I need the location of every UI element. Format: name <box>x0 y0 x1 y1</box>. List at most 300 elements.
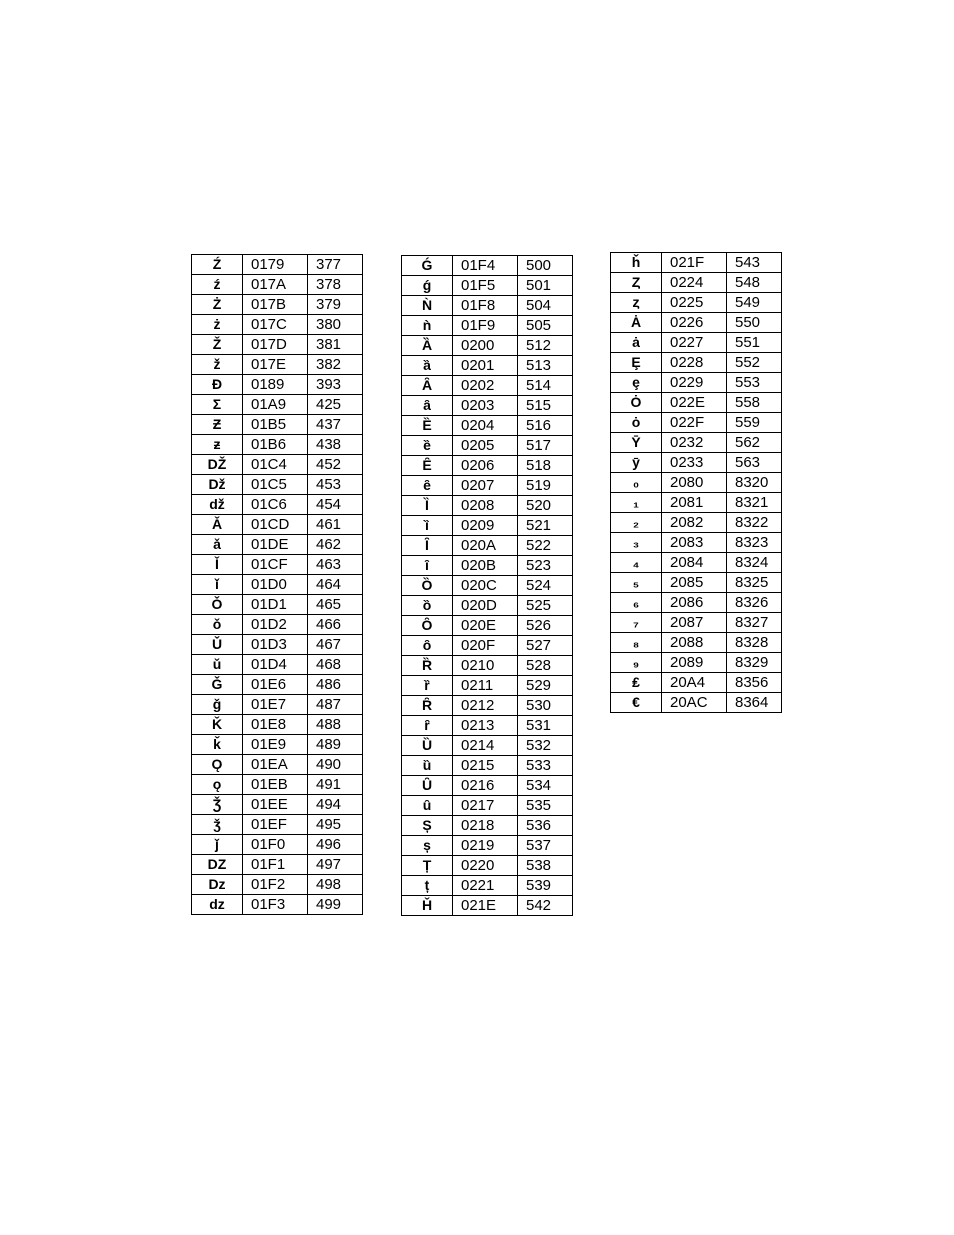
glyph-cell: Ž <box>192 335 243 355</box>
hex-code-cell: 01D1 <box>243 595 308 615</box>
table-row <box>192 295 363 315</box>
glyph-cell: Ȓ <box>402 696 453 716</box>
glyph-cell: DŽ <box>192 455 243 475</box>
glyph-cell: ǒ <box>192 615 243 635</box>
decimal-code-cell: 425 <box>308 395 363 415</box>
decimal-code-cell: 380 <box>308 315 363 335</box>
table-row <box>402 896 573 916</box>
decimal-code-cell: 537 <box>518 836 573 856</box>
glyph-cell: Ȉ <box>402 496 453 516</box>
decimal-code-cell: 538 <box>518 856 573 876</box>
glyph-cell: ₂ <box>611 513 662 533</box>
glyph-cell: Ȍ <box>402 576 453 596</box>
decimal-code-cell: 381 <box>308 335 363 355</box>
table-row <box>611 253 782 273</box>
decimal-code-cell: 496 <box>308 835 363 855</box>
hex-code-cell: 2081 <box>662 493 727 513</box>
table-row <box>192 495 363 515</box>
table-row <box>402 276 573 296</box>
decimal-code-cell: 528 <box>518 656 573 676</box>
table-row <box>611 353 782 373</box>
table-row <box>402 436 573 456</box>
decimal-code-cell: 532 <box>518 736 573 756</box>
table-row <box>192 335 363 355</box>
hex-code-cell: 0228 <box>662 353 727 373</box>
table-row <box>611 413 782 433</box>
glyph-cell: ₆ <box>611 593 662 613</box>
table-row <box>611 573 782 593</box>
glyph-cell: ȑ <box>402 676 453 696</box>
hex-code-cell: 0227 <box>662 333 727 353</box>
hex-code-cell: 01F5 <box>453 276 518 296</box>
table-row <box>611 633 782 653</box>
decimal-code-cell: 8321 <box>727 493 782 513</box>
decimal-code-cell: 8329 <box>727 653 782 673</box>
hex-code-cell: 0204 <box>453 416 518 436</box>
glyph-cell: Ȅ <box>402 416 453 436</box>
decimal-code-cell: 536 <box>518 816 573 836</box>
hex-code-cell: 0232 <box>662 433 727 453</box>
decimal-code-cell: 501 <box>518 276 573 296</box>
glyph-cell: ȇ <box>402 476 453 496</box>
decimal-code-cell: 529 <box>518 676 573 696</box>
glyph-cell: ₉ <box>611 653 662 673</box>
table-row <box>611 373 782 393</box>
decimal-code-cell: 527 <box>518 636 573 656</box>
table-row <box>192 275 363 295</box>
hex-code-cell: 01CD <box>243 515 308 535</box>
table-row <box>402 576 573 596</box>
glyph-cell: ȕ <box>402 756 453 776</box>
glyph-cell: Ȕ <box>402 736 453 756</box>
decimal-code-cell: 542 <box>518 896 573 916</box>
glyph-cell: Ǔ <box>192 635 243 655</box>
decimal-code-cell: 550 <box>727 313 782 333</box>
decimal-code-cell: 516 <box>518 416 573 436</box>
hex-code-cell: 0201 <box>453 356 518 376</box>
hex-code-cell: 0221 <box>453 876 518 896</box>
hex-code-cell: 0203 <box>453 396 518 416</box>
table-row <box>611 693 782 713</box>
table-row <box>192 575 363 595</box>
table-row <box>402 616 573 636</box>
decimal-code-cell: 548 <box>727 273 782 293</box>
decimal-code-cell: 553 <box>727 373 782 393</box>
decimal-code-cell: 526 <box>518 616 573 636</box>
decimal-code-cell: 382 <box>308 355 363 375</box>
decimal-code-cell: 551 <box>727 333 782 353</box>
decimal-code-cell: 8323 <box>727 533 782 553</box>
hex-code-cell: 2080 <box>662 473 727 493</box>
decimal-code-cell: 520 <box>518 496 573 516</box>
hex-code-cell: 01EB <box>243 775 308 795</box>
hex-code-cell: 020C <box>453 576 518 596</box>
table-row <box>611 273 782 293</box>
decimal-code-cell: 499 <box>308 895 363 915</box>
glyph-cell: ǵ <box>402 276 453 296</box>
hex-code-cell: 0205 <box>453 436 518 456</box>
table-row <box>611 313 782 333</box>
decimal-code-cell: 531 <box>518 716 573 736</box>
table-row <box>192 435 363 455</box>
decimal-code-cell: 513 <box>518 356 573 376</box>
table-row <box>402 736 573 756</box>
hex-code-cell: 01B5 <box>243 415 308 435</box>
table-row <box>192 255 363 275</box>
glyph-cell: DZ <box>192 855 243 875</box>
hex-code-cell: 0214 <box>453 736 518 756</box>
decimal-code-cell: 533 <box>518 756 573 776</box>
glyph-cell: ț <box>402 876 453 896</box>
decimal-code-cell: 377 <box>308 255 363 275</box>
decimal-code-cell: 500 <box>518 256 573 276</box>
table-row <box>611 453 782 473</box>
glyph-cell: Ǹ <box>402 296 453 316</box>
hex-code-cell: 0233 <box>662 453 727 473</box>
hex-code-cell: 0200 <box>453 336 518 356</box>
hex-code-cell: 01F4 <box>453 256 518 276</box>
glyph-cell: dz <box>192 895 243 915</box>
table-row <box>192 615 363 635</box>
glyph-cell: Ȩ <box>611 353 662 373</box>
decimal-code-cell: 437 <box>308 415 363 435</box>
glyph-cell: ȋ <box>402 556 453 576</box>
hex-code-cell: 0219 <box>453 836 518 856</box>
hex-code-cell: 0212 <box>453 696 518 716</box>
hex-code-cell: 017C <box>243 315 308 335</box>
glyph-cell: ǫ <box>192 775 243 795</box>
table-row <box>402 856 573 876</box>
decimal-code-cell: 8328 <box>727 633 782 653</box>
glyph-cell: Dž <box>192 475 243 495</box>
decimal-code-cell: 549 <box>727 293 782 313</box>
glyph-cell: ǹ <box>402 316 453 336</box>
glyph-cell: ǩ <box>192 735 243 755</box>
table-row <box>402 636 573 656</box>
decimal-code-cell: 539 <box>518 876 573 896</box>
hex-code-cell: 017D <box>243 335 308 355</box>
table-row <box>192 535 363 555</box>
decimal-code-cell: 453 <box>308 475 363 495</box>
table-row <box>402 256 573 276</box>
table-row <box>402 416 573 436</box>
glyph-cell: ₇ <box>611 613 662 633</box>
glyph-cell: Ȏ <box>402 616 453 636</box>
decimal-code-cell: 505 <box>518 316 573 336</box>
hex-code-cell: 017B <box>243 295 308 315</box>
hex-code-cell: 2083 <box>662 533 727 553</box>
table-row <box>402 796 573 816</box>
decimal-code-cell: 488 <box>308 715 363 735</box>
table-row <box>192 415 363 435</box>
hex-code-cell: 20A4 <box>662 673 727 693</box>
glyph-cell: ȗ <box>402 796 453 816</box>
hex-code-cell: 01C5 <box>243 475 308 495</box>
table-row <box>402 396 573 416</box>
hex-code-cell: 01E8 <box>243 715 308 735</box>
table-row <box>192 775 363 795</box>
table-row <box>402 656 573 676</box>
glyph-cell: ǧ <box>192 695 243 715</box>
table-row <box>402 716 573 736</box>
table-row <box>611 513 782 533</box>
hex-code-cell: 01EA <box>243 755 308 775</box>
table-row <box>611 493 782 513</box>
hex-code-cell: 2082 <box>662 513 727 533</box>
hex-code-cell: 020F <box>453 636 518 656</box>
glyph-cell: ǔ <box>192 655 243 675</box>
glyph-cell: ₃ <box>611 533 662 553</box>
table-row <box>192 555 363 575</box>
hex-code-cell: 01D0 <box>243 575 308 595</box>
glyph-cell: ₀ <box>611 473 662 493</box>
glyph-cell: ǎ <box>192 535 243 555</box>
glyph-cell: ȟ <box>611 253 662 273</box>
decimal-code-cell: 498 <box>308 875 363 895</box>
decimal-code-cell: 468 <box>308 655 363 675</box>
table-row <box>192 855 363 875</box>
glyph-cell: Ǵ <box>402 256 453 276</box>
hex-code-cell: 01B6 <box>243 435 308 455</box>
glyph-cell: Ʃ <box>192 395 243 415</box>
glyph-cell: ȥ <box>611 293 662 313</box>
glyph-cell: Ǩ <box>192 715 243 735</box>
table-row <box>611 553 782 573</box>
glyph-cell: ₄ <box>611 553 662 573</box>
decimal-code-cell: 489 <box>308 735 363 755</box>
hex-code-cell: 2084 <box>662 553 727 573</box>
decimal-code-cell: 465 <box>308 595 363 615</box>
glyph-cell: ȩ <box>611 373 662 393</box>
hex-code-cell: 2088 <box>662 633 727 653</box>
glyph-cell: ž <box>192 355 243 375</box>
decimal-code-cell: 515 <box>518 396 573 416</box>
table-row <box>402 336 573 356</box>
glyph-cell: Ȗ <box>402 776 453 796</box>
decimal-code-cell: 466 <box>308 615 363 635</box>
decimal-code-cell: 543 <box>727 253 782 273</box>
decimal-code-cell: 438 <box>308 435 363 455</box>
glyph-cell: dž <box>192 495 243 515</box>
hex-code-cell: 0226 <box>662 313 727 333</box>
decimal-code-cell: 461 <box>308 515 363 535</box>
hex-code-cell: 2086 <box>662 593 727 613</box>
glyph-cell: Ɖ <box>192 375 243 395</box>
glyph-cell: ₅ <box>611 573 662 593</box>
table-row <box>611 533 782 553</box>
glyph-cell: ȏ <box>402 636 453 656</box>
decimal-code-cell: 504 <box>518 296 573 316</box>
glyph-cell: € <box>611 693 662 713</box>
table-row <box>192 315 363 335</box>
decimal-code-cell: 495 <box>308 815 363 835</box>
hex-code-cell: 01E6 <box>243 675 308 695</box>
table-row <box>402 496 573 516</box>
decimal-code-cell: 462 <box>308 535 363 555</box>
glyph-cell: Ȳ <box>611 433 662 453</box>
table-row <box>402 296 573 316</box>
glyph-cell: Ǧ <box>192 675 243 695</box>
decimal-code-cell: 463 <box>308 555 363 575</box>
decimal-code-cell: 486 <box>308 675 363 695</box>
decimal-code-cell: 8356 <box>727 673 782 693</box>
glyph-cell: Dz <box>192 875 243 895</box>
glyph-cell: ź <box>192 275 243 295</box>
hex-code-cell: 01F3 <box>243 895 308 915</box>
table-row <box>402 556 573 576</box>
glyph-cell: Ȟ <box>402 896 453 916</box>
table-row <box>402 316 573 336</box>
table-row <box>611 613 782 633</box>
decimal-code-cell: 534 <box>518 776 573 796</box>
decimal-code-cell: 523 <box>518 556 573 576</box>
table-row <box>611 393 782 413</box>
decimal-code-cell: 8364 <box>727 693 782 713</box>
table-row <box>192 895 363 915</box>
table-row <box>192 355 363 375</box>
decimal-code-cell: 519 <box>518 476 573 496</box>
table-row <box>402 836 573 856</box>
table-row <box>192 595 363 615</box>
hex-code-cell: 0202 <box>453 376 518 396</box>
hex-code-cell: 01E9 <box>243 735 308 755</box>
hex-code-cell: 0220 <box>453 856 518 876</box>
decimal-code-cell: 524 <box>518 576 573 596</box>
table-row <box>402 376 573 396</box>
table-row <box>192 515 363 535</box>
hex-code-cell: 01D2 <box>243 615 308 635</box>
hex-code-cell: 0225 <box>662 293 727 313</box>
glyph-cell: ȉ <box>402 516 453 536</box>
table-row <box>402 536 573 556</box>
glyph-cell: ȁ <box>402 356 453 376</box>
decimal-code-cell: 521 <box>518 516 573 536</box>
table-row <box>192 755 363 775</box>
table-row <box>192 715 363 735</box>
hex-code-cell: 0211 <box>453 676 518 696</box>
table-row <box>611 653 782 673</box>
hex-code-cell: 0206 <box>453 456 518 476</box>
decimal-code-cell: 8324 <box>727 553 782 573</box>
hex-code-cell: 021E <box>453 896 518 916</box>
hex-code-cell: 0208 <box>453 496 518 516</box>
hex-code-cell: 0207 <box>453 476 518 496</box>
table-row <box>402 516 573 536</box>
table-row <box>192 675 363 695</box>
decimal-code-cell: 563 <box>727 453 782 473</box>
table-row <box>192 875 363 895</box>
hex-code-cell: 0216 <box>453 776 518 796</box>
glyph-cell: ȧ <box>611 333 662 353</box>
table-row <box>192 655 363 675</box>
decimal-code-cell: 8320 <box>727 473 782 493</box>
hex-code-cell: 0179 <box>243 255 308 275</box>
table-row <box>192 735 363 755</box>
table-row <box>192 815 363 835</box>
glyph-cell: Ȧ <box>611 313 662 333</box>
glyph-cell: Ǐ <box>192 555 243 575</box>
hex-code-cell: 01F0 <box>243 835 308 855</box>
decimal-code-cell: 393 <box>308 375 363 395</box>
decimal-code-cell: 559 <box>727 413 782 433</box>
decimal-code-cell: 530 <box>518 696 573 716</box>
glyph-cell: Ż <box>192 295 243 315</box>
table-row <box>402 676 573 696</box>
char-table-3 <box>610 252 782 713</box>
glyph-cell: ȓ <box>402 716 453 736</box>
table-row <box>402 816 573 836</box>
glyph-cell: Ȁ <box>402 336 453 356</box>
decimal-code-cell: 517 <box>518 436 573 456</box>
glyph-cell: Ƶ <box>192 415 243 435</box>
hex-code-cell: 020E <box>453 616 518 636</box>
decimal-code-cell: 490 <box>308 755 363 775</box>
decimal-code-cell: 8322 <box>727 513 782 533</box>
hex-code-cell: 0217 <box>453 796 518 816</box>
glyph-cell: Ȋ <box>402 536 453 556</box>
hex-code-cell: 01EE <box>243 795 308 815</box>
hex-code-cell: 01D4 <box>243 655 308 675</box>
hex-code-cell: 01C4 <box>243 455 308 475</box>
decimal-code-cell: 514 <box>518 376 573 396</box>
hex-code-cell: 020D <box>453 596 518 616</box>
decimal-code-cell: 518 <box>518 456 573 476</box>
glyph-cell: ȳ <box>611 453 662 473</box>
glyph-cell: ș <box>402 836 453 856</box>
table-row <box>192 695 363 715</box>
decimal-code-cell: 8325 <box>727 573 782 593</box>
table-row <box>192 475 363 495</box>
table-row <box>402 476 573 496</box>
hex-code-cell: 020A <box>453 536 518 556</box>
glyph-cell: Ȇ <box>402 456 453 476</box>
hex-code-cell: 0229 <box>662 373 727 393</box>
glyph-cell: Ǎ <box>192 515 243 535</box>
glyph-cell: Ǯ <box>192 795 243 815</box>
char-table-2 <box>401 255 573 916</box>
glyph-cell: ǰ <box>192 835 243 855</box>
hex-code-cell: 0218 <box>453 816 518 836</box>
decimal-code-cell: 8327 <box>727 613 782 633</box>
hex-code-cell: 20AC <box>662 693 727 713</box>
hex-code-cell: 021F <box>662 253 727 273</box>
table-row <box>402 696 573 716</box>
hex-code-cell: 0224 <box>662 273 727 293</box>
table-row <box>192 395 363 415</box>
decimal-code-cell: 522 <box>518 536 573 556</box>
table-row <box>192 635 363 655</box>
hex-code-cell: 0189 <box>243 375 308 395</box>
table-row <box>611 433 782 453</box>
glyph-cell: Ȥ <box>611 273 662 293</box>
decimal-code-cell: 487 <box>308 695 363 715</box>
table-row <box>402 876 573 896</box>
decimal-code-cell: 525 <box>518 596 573 616</box>
hex-code-cell: 0213 <box>453 716 518 736</box>
table-row <box>192 835 363 855</box>
glyph-cell: ƶ <box>192 435 243 455</box>
table-row <box>192 455 363 475</box>
table-row <box>402 776 573 796</box>
decimal-code-cell: 558 <box>727 393 782 413</box>
hex-code-cell: 01E7 <box>243 695 308 715</box>
hex-code-cell: 022F <box>662 413 727 433</box>
hex-code-cell: 017E <box>243 355 308 375</box>
glyph-cell: Ǒ <box>192 595 243 615</box>
glyph-cell: Ź <box>192 255 243 275</box>
glyph-cell: ǯ <box>192 815 243 835</box>
decimal-code-cell: 464 <box>308 575 363 595</box>
